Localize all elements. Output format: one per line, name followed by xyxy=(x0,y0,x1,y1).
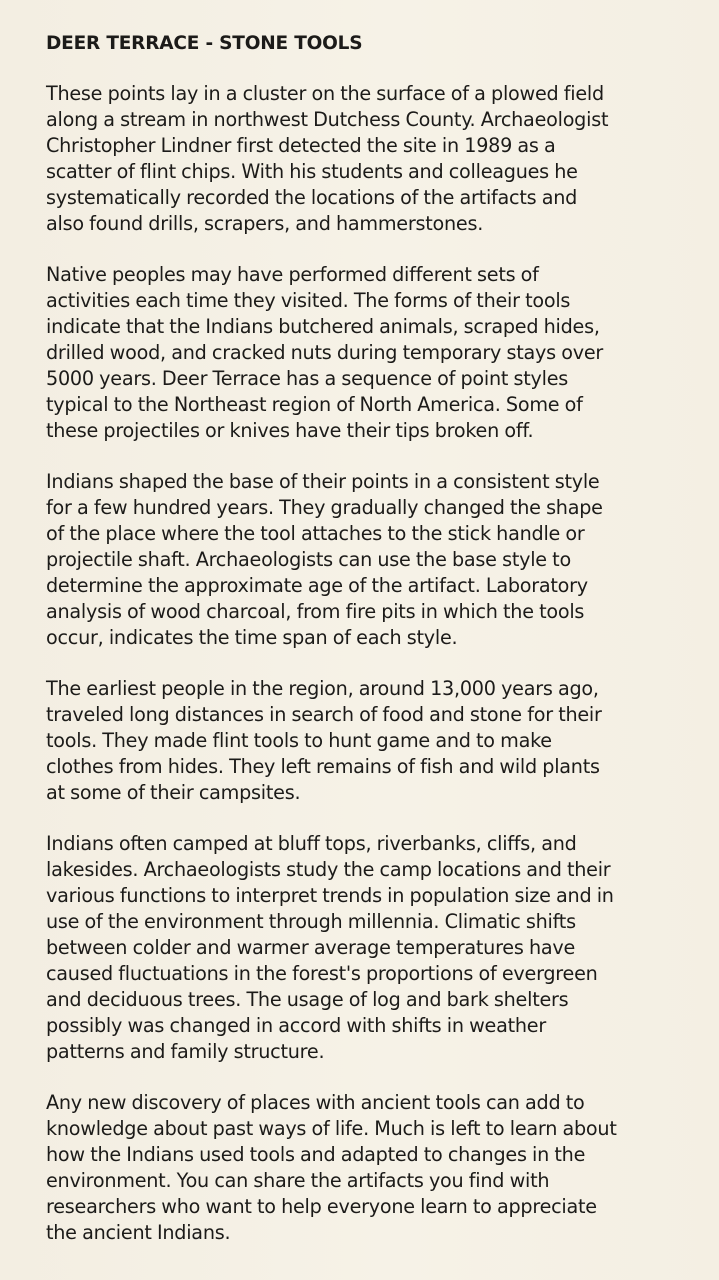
text-line: projectile shaft. Archaeologists can use the base style to xyxy=(46,548,571,571)
text-line: Indians shaped the base of their points in a consistent style xyxy=(46,470,600,493)
text-line: The earliest people in the region, around 13,000 years ago, xyxy=(46,677,599,700)
text-line: Christopher Lindner first detected the site in 1989 as a xyxy=(46,134,556,157)
paragraph-base-styles xyxy=(46,469,689,651)
text-line: activities each time they visited. The forms of their tools xyxy=(46,289,571,312)
text-line: also found drills, scrapers, and hammerstones. xyxy=(46,212,484,235)
text-line: at some of their campsites. xyxy=(46,781,301,804)
text-line: traveled long distances in search of food and stone for their xyxy=(46,703,602,726)
paragraph-camp-locations xyxy=(46,831,689,1065)
text-line: environment. You can share the artifacts you find with xyxy=(46,1169,550,1192)
text-line: determine the approximate age of the artifact. Laboratory xyxy=(46,574,588,597)
text-line: systematically recorded the locations of the artifacts and xyxy=(46,186,578,209)
panel-title: DEER TERRACE - STONE TOOLS xyxy=(46,33,363,54)
text-line: caused fluctuations in the forest's proportions of evergreen xyxy=(46,962,598,985)
text-line: These points lay in a cluster on the surface of a plowed field xyxy=(46,82,604,105)
text-line: these projectiles or knives have their tips broken off. xyxy=(46,419,534,442)
text-line: 5000 years. Deer Terrace has a sequence of point styles xyxy=(46,367,569,390)
text-line: between colder and warmer average temperatures have xyxy=(46,936,576,959)
text-line: use of the environment through millennia. Climatic shifts xyxy=(46,910,576,933)
text-line: indicate that the Indians butchered animals, scraped hides, xyxy=(46,315,600,338)
text-line: the ancient Indians. xyxy=(46,1221,231,1244)
text-line: for a few hundred years. They gradually changed the shape xyxy=(46,496,603,519)
text-line: lakesides. Archaeologists study the camp locations and their xyxy=(46,858,611,881)
paragraph-site-discovery xyxy=(46,81,689,237)
text-line: of the place where the tool attaches to the stick handle or xyxy=(46,522,585,545)
text-line: analysis of wood charcoal, from fire pits in which the tools xyxy=(46,600,585,623)
text-line: occur, indicates the time span of each style. xyxy=(46,626,458,649)
text-line: possibly was changed in accord with shifts in weather xyxy=(46,1014,546,1037)
paragraph-earliest-people xyxy=(46,676,689,806)
text-line: typical to the Northeast region of North America. Some of xyxy=(46,393,583,416)
text-line: various functions to interpret trends in population size and in xyxy=(46,884,614,907)
paragraph-new-discovery xyxy=(46,1090,689,1246)
text-line: Indians often camped at bluff tops, riverbanks, cliffs, and xyxy=(46,832,577,855)
text-line: researchers who want to help everyone learn to appreciate xyxy=(46,1195,597,1218)
text-line: Any new discovery of places with ancient tools can add to xyxy=(46,1091,585,1114)
text-line: scatter of flint chips. With his students and colleagues he xyxy=(46,160,578,183)
text-line: along a stream in northwest Dutchess County. Archaeologist xyxy=(46,108,609,131)
text-line: and deciduous trees. The usage of log and bark shelters xyxy=(46,988,569,1011)
text-line: knowledge about past ways of life. Much is left to learn about xyxy=(46,1117,617,1140)
text-line: Native peoples may have performed different sets of xyxy=(46,263,539,286)
text-line: how the Indians used tools and adapted to changes in the xyxy=(46,1143,586,1166)
paragraph-activities xyxy=(46,262,689,444)
text-line: tools. They made flint tools to hunt game and to make xyxy=(46,729,552,752)
text-line: clothes from hides. They left remains of fish and wild plants xyxy=(46,755,600,778)
text-line: drilled wood, and cracked nuts during temporary stays over xyxy=(46,341,604,364)
text-line: patterns and family structure. xyxy=(46,1040,325,1063)
